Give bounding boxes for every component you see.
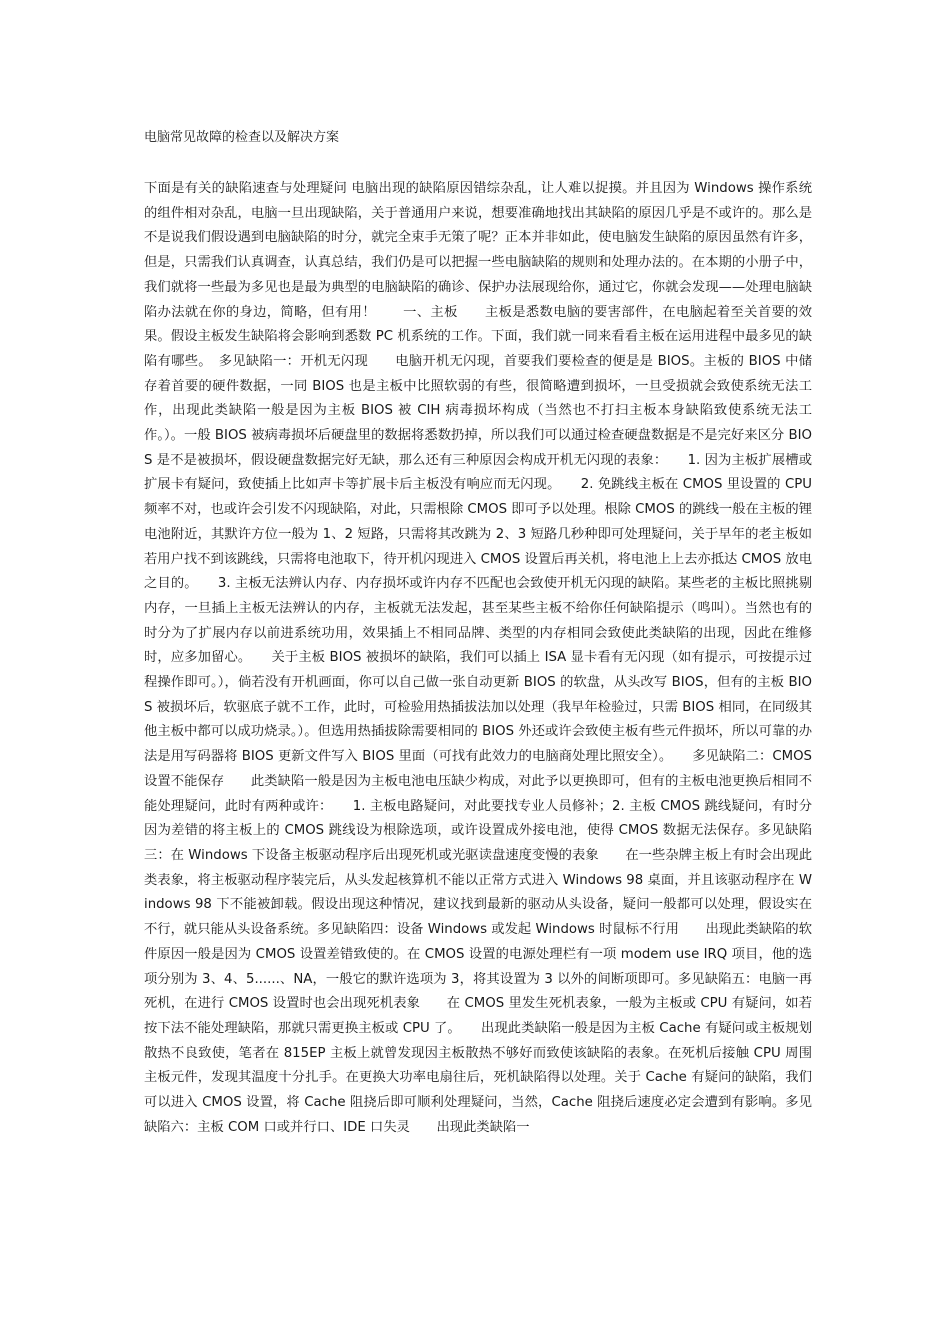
document-body: 下面是有关的缺陷速查与处理疑问 电脑出现的缺陷原因错综杂乱，让人难以捉摸。并且因为 Windows 操作系统的组件相对杂乱，电脑一旦出现缺陷，关于普通用户来说，想要准确地找出其缺陷的原因几乎是不或许的。那么是不是说我们假设遇到电脑缺陷的时分，就完全束手无策了呢？正本并非如此，使电脑发生缺陷的原因虽然有许多，但是，只需我们认真调查，认真总结，我们仍是可以把握一些电脑缺陷的规则和处理办法的。在本期的小册子中，我们就将一些最为多见也是最为典型的电脑缺陷的确诊、保护办法展现给你，通过它，你就会发现——处理电脑缺陷办法就在你的身边，简略，但有用！ 一、主板 主板是悉数电脑的要害部件，在电脑起着至关首要的效果。假设主板发生缺陷将会影响到悉数 PC 机系统的工作。下面，我们就一同来看看主板在运用进程中最多见的缺陷有哪些。 多见缺陷一：开机无闪现 电脑开机无闪现，首要我们要检查的便是是 BIOS。主板的 BIOS 中储存着首要的硬件数据，一同 BIOS 也是主板中比照软弱的有些，很简略遭到损坏，一旦受损就会致使系统无法工作，出现此类缺陷一般是因为主板 BIOS 被 CIH 病毒损坏构成（当然也不打扫主板本身缺陷致使系统无法工作。）。一般 BIOS 被病毒损坏后硬盘里的数据将悉数扔掉，所以我们可以通过检查硬盘数据是不是完好来区分 BIOS 是不是被损坏，假设硬盘数据完好无缺，那么还有三种原因会构成开机无闪现的表象： 1. 因为主板扩展槽或扩展卡有疑问，致使插上比如声卡等扩展卡后主板没有响应而无闪现。 2. 免跳线主板在 CMOS 里设置的 CPU 频率不对，也或许会引发不闪现缺陷，对此，只需根除 CMOS 即可予以处理。根除 CMOS 的跳线一般在主板的锂电池附近，其默许方位一般为 1、2 短路，只需将其改跳为 2、3 短路几秒种即可处理疑问，关于早年的老主板如若用户找不到该跳线，只需将电池取下，待开机闪现进入 CMOS 设置后再关机，将电池上上去亦抵达 CMOS 放电之目的。 3. 主板无法辨认内存、内存损坏或许内存不匹配也会致使开机无闪现的缺陷。某些老的主板比照挑剔内存，一旦插上主板无法辨认的内存，主板就无法发起，甚至某些主板不给你任何缺陷提示（鸣叫）。当然也有的时分为了扩展内存以前进系统功用，效果插上不相同品牌、类型的内存相同会致使此类缺陷的出现，因此在维修时，应多加留心。 关于主板 BIOS 被损坏的缺陷，我们可以插上 ISA 显卡看有无闪现（如有提示，可按提示过程操作即可。），倘若没有开机画面，你可以自己做一张自动更新 BIOS 的软盘，从头改写 BIOS，但有的主板 BIOS 被损坏后，软驱底子就不工作，此时，可检验用热插拔法加以处理（我早年检验过，只需 BIOS 相同，在同级其他主板中都可以成功烧录。）。但选用热插拔除需要相同的 BIOS 外还或许会致使主板有些元件损坏，所以可靠的办法是用写码器将 BIOS 更新文件写入 BIOS 里面（可找有此效力的电脑商处理比照安全）。 多见缺陷二：CMOS 设置不能保存 此类缺陷一般是因为主板电池电压缺少构成，对此予以更换即可，但有的主板电池更换后相同不能处理疑问，此时有两种或许： 1. 主板电路疑问，对此要找专业人员修补；2. 主板 CMOS 跳线疑问，有时分因为差错的将主板上的 CMOS 跳线设为根除选项，或许设置成外接电池，使得 CMOS 数据无法保存。多见缺陷三：在 Windows 下设备主板驱动程序后出现死机或光驱读盘速度变慢的表象 在一些杂牌主板上有时会出现此类表象，将主板驱动程序装完后，从头发起核算机不能以正常方式进入 Windows 98 桌面，并且该驱动程序在 Windows 98 下不能被卸载。假设出现这种情况，建议找到最新的驱动从头设备，疑问一般都可以处理，假设实在不行，就只能从头设备系统。多见缺陷四：设备 Windows 或发起 Windows 时鼠标不行用 出现此类缺陷的软件原因一般是因为 CMOS 设置差错致使的。在 CMOS 设置的电源处理栏有一项 modem use IRQ 项目，他的选项分别为 3、4、5......、NA，一般它的默许选项为 3，将其设置为 3 以外的间断项即可。多见缺陷五：电脑一再死机，在进行 CMOS 设置时也会出现死机表象 在 CMOS 里发生死机表象，一般为主板或 CPU 有疑问，如若按下法不能处理缺陷，那就只需更换主板或 CPU 了。 出现此类缺陷一般是因为主板 Cache 有疑问或主板规划散热不良致使，笔者在 815EP 主板上就曾发现因主板散热不够好而致使该缺陷的表象。在死机后接触 CPU 周围主板元件，发现其温度十分扎手。在更换大功率电扇往后，死机缺陷得以处理。关于 Cache 有疑问的缺陷，我们可以进入 CMOS 设置，将 Cache 阻挠后即可顺利处理疑问，当然，Cache 阻挠后速度必定会遭到有影响。多见缺陷六：主板 COM 口或并行口、IDE 口失灵 出现此类缺陷一 bbox=[144, 181, 813, 1135]
document-title: 电脑常见故障的检查以及解决方案 bbox=[144, 130, 340, 145]
document-page bbox=[144, 0, 812, 1344]
